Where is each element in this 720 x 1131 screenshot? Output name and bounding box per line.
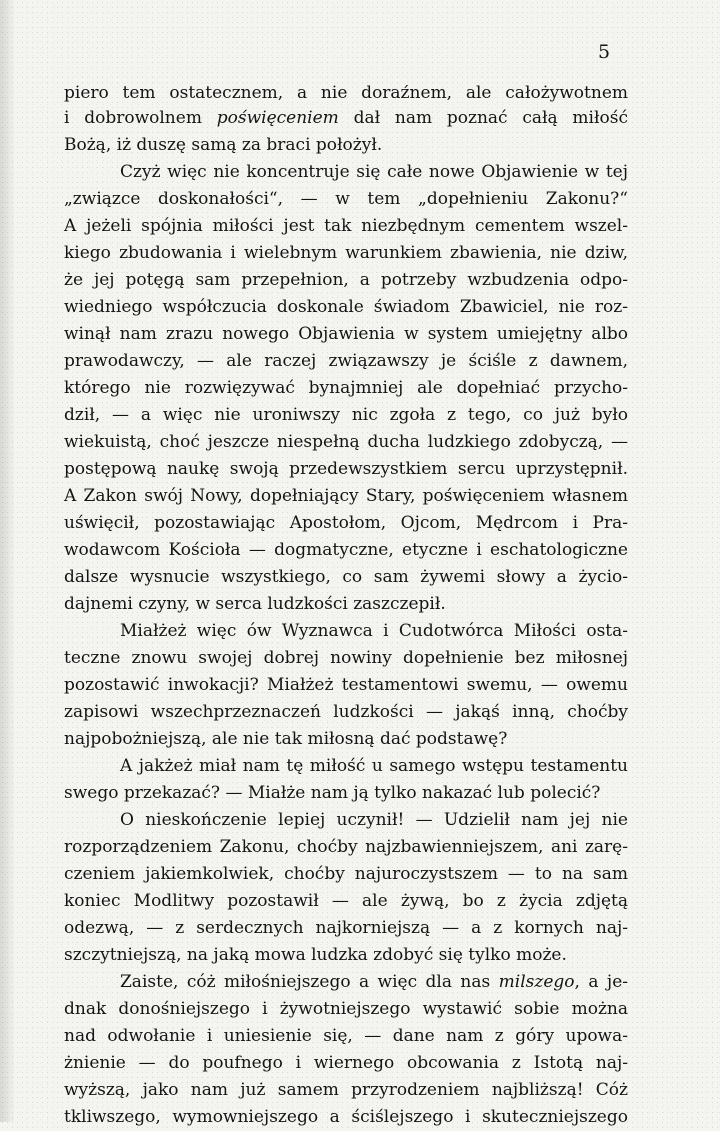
body-text (64, 82, 628, 1131)
text-line: wiekuistą, choć jeszcze niespełną ducha ludzkiego zdobyczą, — (64, 432, 628, 452)
text-line: szczytniejszą, na jaką mowa ludzka zdobyć się tylko może. (64, 945, 567, 965)
text-line: że jej potęgą sam przepełnion, a potrzeby wzbudzenia odpo- (64, 270, 628, 290)
text-line: postępową naukę swoją przedewszystkiem sercu uprzystępnił. (64, 459, 628, 479)
text-line: uświęcił, pozostawiając Apostołom, Ojcom, Mędrcom i Pra- (64, 513, 628, 533)
text-line: dajnemi czyny, w serca ludzkości zaszczepił. (64, 594, 446, 614)
text-line: odezwą, — z serdecznych najkorniejszą — a z kornych naj- (64, 918, 628, 938)
text-line: dalsze wysnucie wszystkiego, co sam żywemi słowy a życio- (64, 567, 628, 587)
italic-emphasis: poświęceniem (216, 108, 339, 128)
text-line: pozostawić inwokacji? Miałżeż testamentowi swemu, — owemu (64, 675, 628, 695)
text-line: nad odwołanie i uniesienie się, — dane nam z góry upowa- (64, 1026, 628, 1046)
text-line: prawodawczy, — ale raczej związawszy je ściśle z dawnem, (64, 351, 628, 371)
text-line: Bożą, iż duszę samą za braci położył. (64, 135, 383, 155)
text-line: najpobożniejszą, ale nie tak miłosną dać podstawę? (64, 729, 508, 749)
text-line: czeniem jakiemkolwiek, choćby najuroczystszem — to na sam (64, 864, 628, 884)
text-line: swego przekazać? — Miałże nam ją tylko nakazać lub polecić? (64, 783, 601, 803)
text-line: wyższą, jako nam już samem przyrodzeniem najbliższą! Cóż (64, 1080, 628, 1100)
text-line: A jakżeż miał nam tę miłość u samego wstępu testamentu (120, 756, 628, 776)
text-line: kiego zbudowania i wielebnym warunkiem zbawienia, nie dziw, (64, 243, 628, 263)
text-line: piero tem ostatecznem, a nie doraźnem, ale całożywotnem (64, 83, 628, 103)
text-line: którego nie rozwięzywać bynajmniej ale dopełniać przycho- (64, 378, 628, 398)
text-line: teczne znowu swojej dobrej nowiny dopełnienie bez miłosnej (64, 648, 628, 668)
scan-page-edge-shadow (0, 0, 16, 1122)
text-line: dnak donośniejszego i żywotniejszego wystawić sobie można (64, 999, 628, 1019)
text-line: wiedniego współczucia doskonale świadom Zbawiciel, nie roz- (64, 297, 628, 317)
italic-emphasis: milszego (498, 972, 575, 992)
text-line: koniec Modlitwy pozostawił — ale żywą, bo z życia zdjętą (64, 891, 628, 911)
text-line: Miałżeż więc ów Wyznawca i Cudotwórca Miłości osta- (120, 621, 628, 641)
text-line: winął nam zrazu nowego Objawienia w system umiejętny albo (64, 324, 628, 344)
text-line: A jeżeli spójnia miłości jest tak niezbędnym cementem wszel- (64, 216, 628, 236)
text-line: dził, — a więc nie uroniwszy nic zgoła z tego, co już było (64, 405, 628, 425)
text-line: „związce doskonałości“, — w tem „dopełnieniu Zakonu?“ (64, 189, 628, 209)
text-line: zapisowi wszechprzeznaczeń ludzkości — jakąś inną, choćby (64, 702, 628, 722)
text-line: Zaiste, cóż miłośniejszego a więc dla nas milszego, a je- (120, 972, 628, 992)
text-line: rozporządzeniem Zakonu, choćby najzbawienniejszem, ani zarę- (64, 837, 628, 857)
text-line: i dobrowolnem poświęceniem dał nam poznać całą miłość (64, 108, 628, 128)
page-number: 5 (598, 41, 611, 63)
text-line: A Zakon swój Nowy, dopełniający Stary, poświęceniem własnem (64, 486, 628, 506)
text-line: wodawcom Kościoła — dogmatyczne, etyczne i eschatologiczne (64, 540, 628, 560)
text-line: O nieskończenie lepiej uczynił! — Udzielił nam jej nie (120, 810, 628, 830)
text-line: Czyż więc nie koncentruje się całe nowe Objawienie w tej (120, 162, 628, 182)
text-line: tkliwszego, wymowniejszego a ściślejszego i skuteczniejszego (64, 1107, 628, 1127)
text-line: żnienie — do poufnego i wiernego obcowania z Istotą naj- (64, 1053, 628, 1073)
